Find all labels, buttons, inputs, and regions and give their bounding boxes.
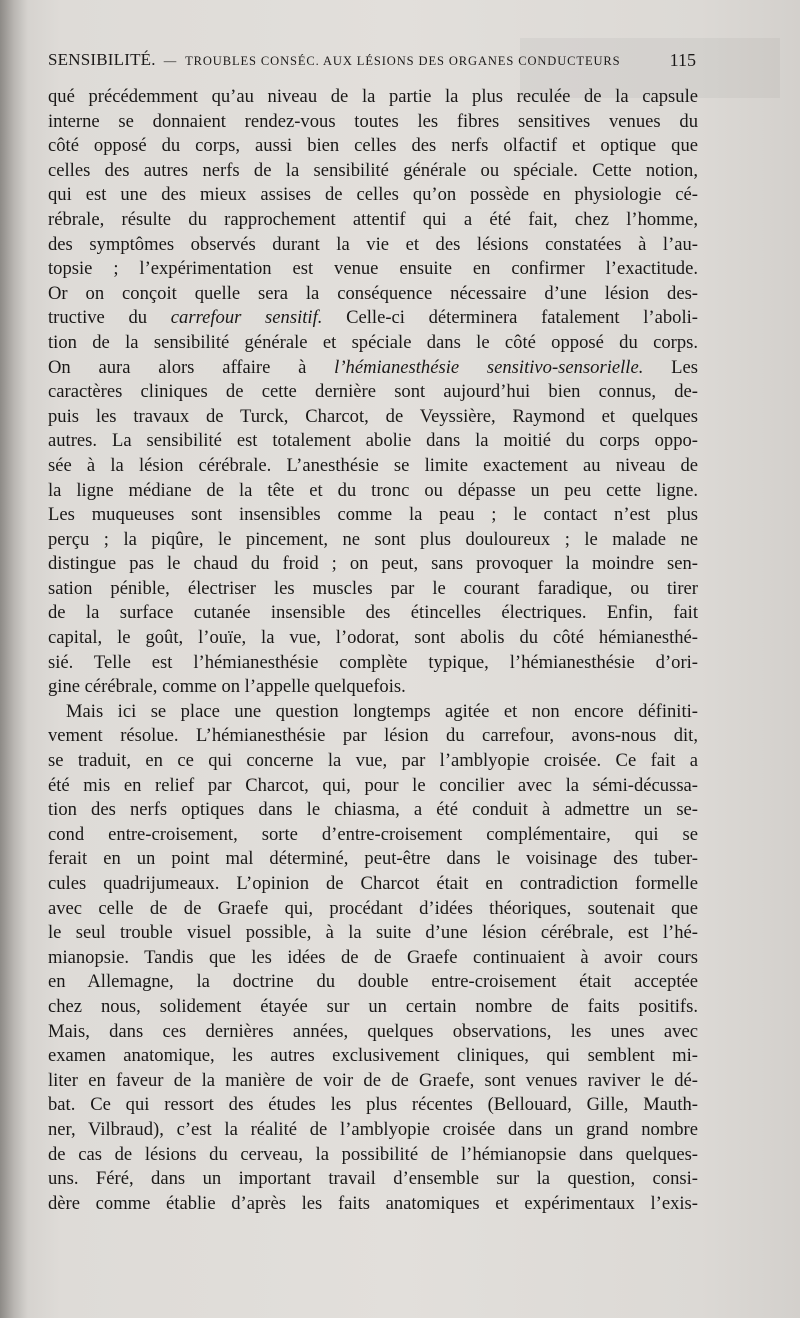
text-line: qui est une des mieux assises de celles qu’on possède en physiologie cé-	[48, 184, 698, 206]
text-line: ferait en un point mal déterminé, peut-être dans le voisinage des tuber-	[48, 848, 698, 870]
text-line: tion des nerfs optiques dans le chiasma, a été conduit à admettre un se-	[48, 799, 698, 821]
text-segment: tructive du	[48, 307, 171, 329]
running-subtitle: TROUBLES CONSÉC. AUX LÉSIONS DES ORGANES CONDUCTEURS	[185, 54, 621, 68]
text-line: été mis en relief par Charcot, qui, pour le concilier avec la sémi-décussa-	[48, 774, 698, 796]
text-segment: Celle-ci déterminera fatalement l’aboli-	[322, 307, 698, 329]
italic-term: carrefour sensitif.	[170, 307, 323, 329]
text-line: liter en faveur de la manière de voir de de Graefe, sont venues raviver le dé-	[48, 1069, 698, 1091]
text-line: sée à la lésion cérébrale. L’anesthésie se limite exactement au niveau de	[48, 454, 698, 476]
text-line: capital, le goût, l’ouïe, la vue, l’odorat, sont abolis du côté hémianesthé-	[48, 627, 698, 649]
text-line: perçu ; la piqûre, le pincement, ne sont plus douloureux ; le malade ne	[48, 528, 698, 550]
body-text	[48, 85, 698, 1216]
text-line: examen anatomique, les autres exclusivement cliniques, qui semblent mi-	[48, 1045, 698, 1067]
text-line: interne se donnaient rendez-vous toutes les fibres sensitives venues du	[48, 110, 698, 132]
text-line: Or on conçoit quelle sera la conséquence nécessaire d’une lésion des-	[48, 282, 698, 304]
text-line: qué précédemment qu’au niveau de la partie la plus reculée de la capsule	[48, 86, 698, 107]
text-line: la ligne médiane de la tête et du tronc ou dépasse un peu cette ligne.	[48, 479, 698, 501]
text-line: côté opposé du corps, aussi bien celles des nerfs olfactif et optique que	[48, 135, 698, 157]
text-line: bat. Ce qui ressort des études les plus récentes (Bellouard, Gille, Mauth-	[48, 1094, 698, 1116]
text-line: cond entre-croisement, sorte d’entre-croisement complémentaire, qui se	[48, 823, 698, 845]
text-line: de la surface cutanée insensible des étincelles électriques. Enfin, fait	[48, 602, 698, 624]
text-line	[48, 306, 698, 331]
text-line: vement résolue. L’hémianesthésie par lésion du carrefour, avons-nous dit,	[48, 725, 698, 747]
text-line: tion de la sensibilité générale et spéciale dans le côté opposé du corps.	[48, 331, 698, 353]
page-number: 115	[669, 50, 696, 70]
text-segment: Les	[643, 356, 698, 378]
text-line: caractères cliniques de cette dernière sont aujourd’hui bien connus, de-	[48, 381, 698, 403]
text-line: en Allemagne, la doctrine du double entre-croisement était acceptée	[48, 971, 698, 993]
text-line: puis les travaux de Turck, Charcot, de Veyssière, Raymond et quelques	[48, 405, 698, 427]
text-line: celles des autres nerfs de la sensibilité générale ou spéciale. Cette notion,	[48, 159, 698, 181]
text-line: Mais ici se place une question longtemps agitée et non encore définiti-	[66, 700, 698, 722]
text-line: le seul trouble visuel possible, à la suite d’une lésion cérébrale, est l’hé-	[48, 922, 698, 944]
text-line: mianopsie. Tandis que les idées de de Graefe continuaient à avoir cours	[48, 946, 698, 968]
running-title: SENSIBILITÉ.	[48, 50, 156, 69]
text-segment: On aura alors affaire à	[48, 356, 335, 378]
header-dash: —	[163, 54, 178, 68]
text-line: distingue pas le chaud du froid ; on peut, sans provoquer la moindre sen-	[48, 553, 698, 575]
text-line: de cas de lésions du cerveau, la possibilité de l’hémianopsie dans quelques-	[48, 1143, 698, 1165]
text-line: ner, Vilbraud), c’est la réalité de l’amblyopie croisée dans un grand nombre	[48, 1118, 698, 1140]
text-line: Les muqueuses sont insensibles comme la peau ; le contact n’est plus	[48, 504, 698, 526]
running-header	[48, 50, 698, 72]
text-line: des symptômes observés durant la vie et des lésions constatées à l’au-	[48, 233, 698, 255]
text-line: Mais, dans ces dernières années, quelques observations, les unes avec	[48, 1020, 698, 1042]
text-line: se traduit, en ce qui concerne la vue, par l’amblyopie croisée. Ce fait a	[48, 750, 698, 772]
italic-term: l’hémianesthésie sensitivo-sensorielle.	[334, 356, 644, 378]
text-line: sation pénible, électriser les muscles par le courant faradique, ou tirer	[48, 577, 698, 599]
text-line: cules quadrijumeaux. L’opinion de Charcot était en contradiction formelle	[48, 873, 698, 894]
text-line: gine cérébrale, comme on l’appelle quelquefois.	[48, 676, 406, 698]
text-line: sié. Telle est l’hémianesthésie complète typique, l’hémianesthésie d’ori-	[48, 651, 698, 673]
text-line: topsie ; l’expérimentation est venue ensuite en confirmer l’exactitude.	[48, 258, 698, 280]
text-line: rébrale, résulte du rapprochement attentif qui a été fait, chez l’homme,	[48, 208, 698, 230]
text-line	[48, 356, 698, 381]
text-line: uns. Féré, dans un important travail d’ensemble sur la question, consi-	[48, 1168, 698, 1190]
text-line: dère comme établie d’après les faits anatomiques et expérimentaux l’exis-	[48, 1192, 698, 1214]
text-line: autres. La sensibilité est totalement abolie dans la moitié du corps oppo-	[48, 430, 698, 452]
text-line: avec celle de de Graefe qui, procédant d’idées théoriques, soutenait que	[48, 897, 698, 919]
text-line: chez nous, solidement étayée sur un certain nombre de faits positifs.	[48, 995, 698, 1017]
